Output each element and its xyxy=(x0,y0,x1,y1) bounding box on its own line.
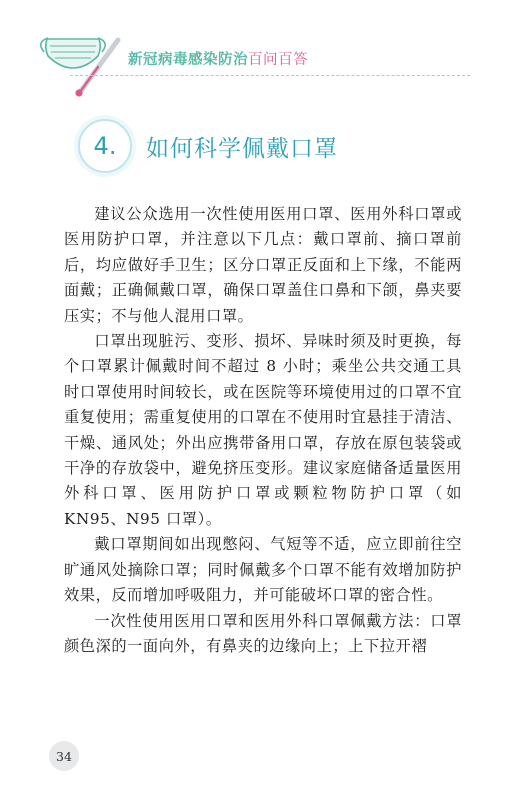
paragraph: 一次性使用医用口罩和医用外科口罩佩戴方法：口罩颜色深的一面向外，有鼻夹的边缘向上；上下拉开褶 xyxy=(64,611,462,655)
paragraph: 建议公众选用一次性使用医用口罩、医用外科口罩或医用防护口罩，并注意以下几点：戴口罩前、摘口罩前后，均应做好手卫生；区分口罩正反面和上下缘，不能两面戴；正确佩戴口罩，确保口罩盖住口鼻和下颌，鼻夹要压实；不与他人混用口罩。 xyxy=(64,205,462,325)
paragraph: 口罩出现脏污、变形、损坏、异味时须及时更换，每个口罩累计佩戴时间不超过 8 小时；乘坐公共交通工具时口罩使用时间较长，或在医院等环境使用过的口罩不宜重复使用；需重复使用的口罩在不使用时宜悬挂于清洁、干燥、通风处；外出应携带备用口罩，存放在原包装袋或干净的存放袋中，避免挤压变形。建议家庭储备适量医用外科口罩、医用防护口罩或颗粒物防护口罩（如 KN95、N95 口罩）。 xyxy=(64,332,462,528)
section-heading xyxy=(78,118,338,174)
page-number: 34 xyxy=(49,741,79,771)
section-number: 4. xyxy=(78,119,132,173)
header-divider xyxy=(70,75,470,76)
paragraph: 戴口罩期间如出现憋闷、气短等不适，应立即前往空旷通风处摘除口罩；同时佩戴多个口罩不能有效增加防护效果，反而增加呼吸阻力，并可能破坏口罩的密合性。 xyxy=(64,535,462,605)
section-title: 如何科学佩戴口罩 xyxy=(146,135,338,162)
body-text xyxy=(64,202,462,659)
page-header xyxy=(0,0,529,100)
header-title-main: 新冠病毒感染防治 xyxy=(128,52,248,68)
header-title-accent: 百问百答 xyxy=(248,52,308,68)
face-mask-icon xyxy=(38,28,126,98)
header-title xyxy=(128,48,308,69)
